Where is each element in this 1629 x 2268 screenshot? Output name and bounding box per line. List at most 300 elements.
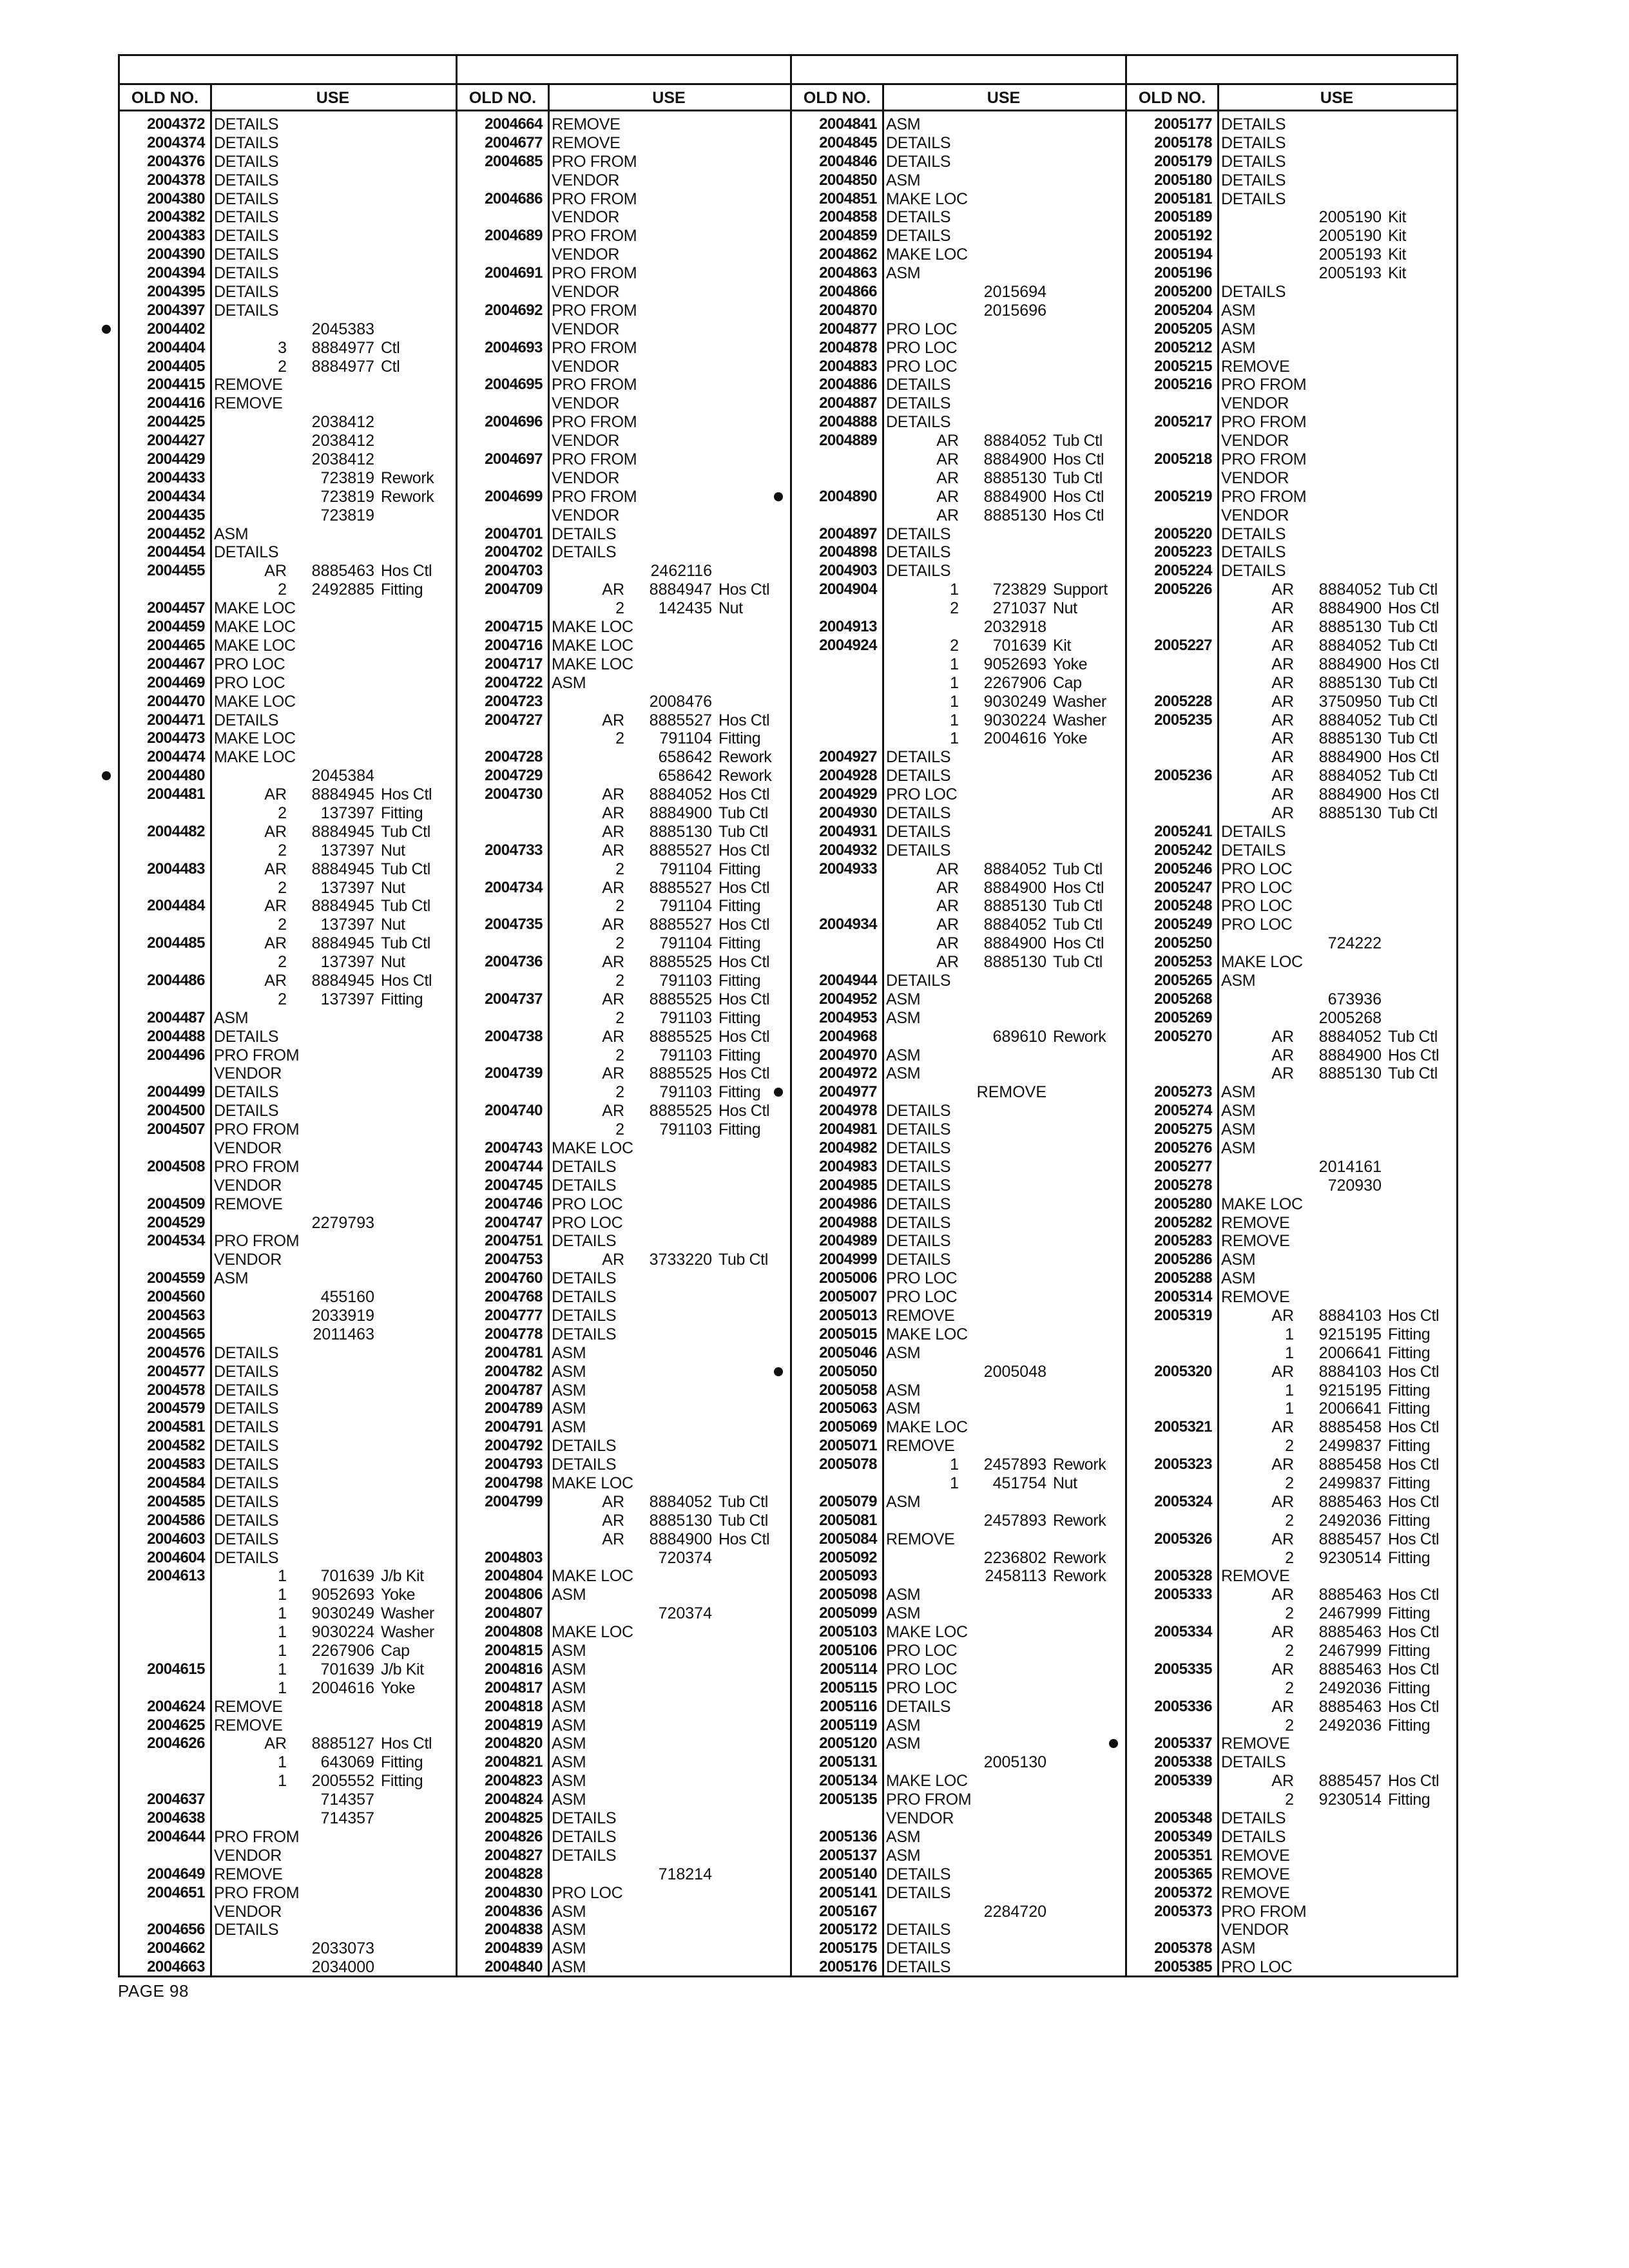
old-number: 2004799 <box>485 1492 543 1510</box>
table-row <box>792 1064 1125 1083</box>
old-number: 2004585 <box>147 1492 205 1510</box>
use-code: PRO FROM <box>1221 487 1307 506</box>
table-row <box>1127 1083 1456 1102</box>
quantity: 2 <box>1285 1511 1294 1530</box>
table-row <box>120 488 456 506</box>
part-description: Hos Ctl <box>1388 1456 1440 1474</box>
quantity: 1 <box>278 1772 287 1791</box>
part-description: Hos Ctl <box>1388 1307 1440 1325</box>
table-row <box>458 1567 790 1586</box>
part-description: Nut <box>718 599 743 618</box>
use-code: VENDOR <box>1221 506 1289 524</box>
use-code: DETAILS <box>214 1343 279 1362</box>
quantity: AR <box>1271 581 1294 599</box>
old-number: 2004787 <box>485 1381 543 1399</box>
use-code: DETAILS <box>886 1251 951 1269</box>
table-row <box>1127 1307 1456 1325</box>
old-number: 2004986 <box>819 1195 877 1213</box>
table-row <box>792 543 1125 562</box>
use-code: DETAILS <box>886 208 951 227</box>
table-row <box>458 785 790 804</box>
part-description: Rework <box>1053 1027 1106 1046</box>
use-code: PRO LOC <box>886 785 958 804</box>
use-code: DETAILS <box>1221 524 1286 543</box>
quantity: 1 <box>950 655 959 673</box>
quantity: AR <box>602 1102 624 1120</box>
use-code: MAKE LOC <box>552 655 633 673</box>
table-row <box>792 1009 1125 1028</box>
table-row <box>792 1530 1125 1549</box>
quantity: AR <box>936 450 959 469</box>
table-row <box>120 1363 456 1381</box>
table-row <box>120 1791 456 1809</box>
table-row <box>1127 1214 1456 1233</box>
new-part-number: 137397 <box>320 990 374 1008</box>
old-number: 2005205 <box>1154 320 1212 338</box>
old-number: 2004803 <box>485 1548 543 1566</box>
old-number: 2005219 <box>1154 487 1212 505</box>
table-row <box>120 1325 456 1344</box>
old-number: 2004677 <box>485 133 543 151</box>
part-description: Hos Ctl <box>718 1064 770 1083</box>
table-row <box>458 1716 790 1735</box>
table-row <box>458 1493 790 1512</box>
old-number: 2004989 <box>819 1232 877 1250</box>
use-code: ASM <box>886 1008 921 1027</box>
old-number: 2005378 <box>1154 1939 1212 1957</box>
table-row <box>120 1903 456 1921</box>
quantity: AR <box>936 934 959 953</box>
old-number: 2004944 <box>819 971 877 989</box>
new-part-number: 2267906 <box>983 673 1046 692</box>
use-header: USE <box>987 89 1021 107</box>
old-number: 2004798 <box>485 1474 543 1492</box>
part-description: Fitting <box>718 1008 761 1027</box>
table-row <box>120 1549 456 1568</box>
old-number: 2004887 <box>819 394 877 412</box>
old-number: 2004481 <box>147 785 205 803</box>
part-description: Rework <box>381 487 434 506</box>
table-row <box>792 469 1125 488</box>
table-row <box>120 1716 456 1735</box>
part-description: Rework <box>718 748 772 767</box>
table-row <box>120 1604 456 1623</box>
old-number: 2005365 <box>1154 1865 1212 1883</box>
old-number: 2004751 <box>485 1232 543 1250</box>
use-code: DETAILS <box>214 1921 279 1939</box>
old-number: 2004781 <box>485 1343 543 1361</box>
new-part-number: 137397 <box>320 841 374 860</box>
part-description: Kit <box>1388 227 1406 245</box>
table-row <box>458 506 790 525</box>
old-number: 2004693 <box>485 338 543 356</box>
use-code: DETAILS <box>552 1809 617 1828</box>
table-row <box>458 1418 790 1437</box>
part-description: Tub Ctl <box>718 1251 768 1269</box>
old-number: 2004586 <box>147 1511 205 1529</box>
old-number: 2005323 <box>1154 1456 1212 1474</box>
quantity: AR <box>264 785 287 804</box>
new-part-number: 791104 <box>659 860 712 878</box>
quantity: AR <box>602 711 624 729</box>
quantity: AR <box>602 953 624 972</box>
table-row <box>458 134 790 153</box>
old-number: 2004806 <box>485 1586 543 1604</box>
quantity: AR <box>602 1492 624 1511</box>
table-row <box>792 450 1125 469</box>
table-row <box>458 1884 790 1903</box>
old-number: 2004615 <box>147 1660 205 1678</box>
table-row <box>458 1269 790 1288</box>
use-code: ASM <box>552 1343 586 1362</box>
use-code: ASM <box>886 1735 921 1753</box>
table-row <box>120 916 456 934</box>
use-code: VENDOR <box>214 1846 282 1865</box>
table-row <box>458 711 790 730</box>
part-description: Fitting <box>718 729 761 748</box>
table-row <box>792 1028 1125 1046</box>
use-code: ASM <box>552 1735 586 1753</box>
old-number: 2005228 <box>1154 692 1212 710</box>
part-description: Fitting <box>381 990 423 1008</box>
table-row <box>1127 1437 1456 1456</box>
table-row <box>120 1586 456 1604</box>
table-row <box>458 190 790 209</box>
new-part-number: 137397 <box>320 953 374 972</box>
table-row <box>1127 1269 1456 1288</box>
table-row <box>792 115 1125 134</box>
old-number: 2004644 <box>147 1827 205 1845</box>
old-number: 2004703 <box>485 562 543 580</box>
old-number: 2004913 <box>819 618 877 636</box>
part-description: Rework <box>1053 1511 1106 1530</box>
old-number: 2005337 <box>1154 1735 1212 1753</box>
part-description: Washer <box>381 1623 434 1642</box>
table-row <box>792 506 1125 525</box>
quantity: AR <box>1271 1772 1294 1791</box>
old-number: 2004728 <box>485 748 543 766</box>
old-number: 2004584 <box>147 1474 205 1492</box>
new-part-number: 2045384 <box>311 767 374 785</box>
quantity: 2 <box>1285 1437 1294 1456</box>
table-row <box>1127 153 1456 171</box>
new-part-number: 8885130 <box>649 1511 712 1530</box>
use-code: PRO LOC <box>886 1288 958 1307</box>
part-description: Kit <box>1388 264 1406 283</box>
old-number: 2004487 <box>147 1008 205 1026</box>
use-code: PRO FROM <box>1221 413 1307 432</box>
table-row <box>1127 1493 1456 1512</box>
quantity: AR <box>1271 1027 1294 1046</box>
use-code: ASM <box>886 990 921 1008</box>
use-code: PRO FROM <box>1221 450 1307 469</box>
quantity: 3 <box>278 338 287 357</box>
table-row <box>458 1307 790 1325</box>
quantity: AR <box>602 878 624 897</box>
table-row <box>458 1679 790 1698</box>
new-part-number: 2492036 <box>1318 1511 1382 1530</box>
old-number: 2005314 <box>1154 1288 1212 1306</box>
table-row <box>458 972 790 990</box>
table-row <box>792 1288 1125 1307</box>
use-code: REMOVE <box>214 1716 283 1735</box>
table-row <box>1127 1660 1456 1679</box>
new-part-number: 8884900 <box>1318 599 1382 618</box>
use-code: ASM <box>552 1642 586 1660</box>
old-number: 2004970 <box>819 1046 877 1064</box>
old-number: 2004999 <box>819 1251 877 1269</box>
table-row <box>120 823 456 841</box>
new-part-number: 2005190 <box>1318 227 1382 245</box>
part-description: Cap <box>1053 673 1082 692</box>
old-number: 2004851 <box>819 189 877 207</box>
use-code: REMOVE <box>552 133 621 152</box>
old-number: 2004509 <box>147 1195 205 1213</box>
table-row <box>458 1251 790 1269</box>
table-row <box>458 1865 790 1884</box>
old-number: 2004484 <box>147 897 205 915</box>
old-number: 2004577 <box>147 1362 205 1380</box>
new-part-number: 8884103 <box>1318 1307 1382 1325</box>
table-row <box>1127 432 1456 450</box>
part-description: Fitting <box>1388 1474 1431 1493</box>
table-row <box>458 1847 790 1865</box>
old-number: 2005180 <box>1154 171 1212 189</box>
table-row <box>792 1177 1125 1195</box>
new-part-number: REMOVE <box>976 1083 1046 1102</box>
table-row <box>458 208 790 227</box>
quantity: AR <box>1271 1307 1294 1325</box>
new-part-number: 2457893 <box>983 1456 1046 1474</box>
part-description: Tub Ctl <box>1053 897 1103 916</box>
table-row <box>1127 655 1456 674</box>
table-row <box>458 1083 790 1102</box>
table-row <box>120 1735 456 1753</box>
part-description: Hos Ctl <box>1388 785 1440 804</box>
new-part-number: 455160 <box>320 1288 374 1307</box>
old-number: 2005013 <box>819 1307 877 1324</box>
table-row <box>120 1083 456 1102</box>
table-row <box>120 1828 456 1847</box>
new-part-number: 2034000 <box>311 1958 374 1977</box>
part-description: Fitting <box>1388 1791 1431 1809</box>
old-number: 2004727 <box>485 711 543 729</box>
table-row <box>458 413 790 432</box>
old-number: 2005116 <box>820 1697 877 1715</box>
quantity: AR <box>602 990 624 1008</box>
use-code: DETAILS <box>214 115 279 133</box>
table-row <box>1127 748 1456 767</box>
new-part-number: 8885527 <box>649 841 712 860</box>
table-row <box>458 1399 790 1418</box>
old-number: 2005250 <box>1154 934 1212 952</box>
old-no-header: OLD NO. <box>120 85 212 110</box>
use-code: ASM <box>214 524 249 543</box>
new-part-number: 791104 <box>659 729 712 748</box>
column-rows <box>458 115 790 1977</box>
new-part-number: 8884900 <box>983 878 1046 897</box>
new-part-number: 2008476 <box>649 692 712 711</box>
new-part-number: 8884977 <box>311 357 374 376</box>
old-number: 2005140 <box>819 1865 877 1883</box>
new-part-number: 9052693 <box>983 655 1046 673</box>
use-header: USE <box>316 89 350 107</box>
use-code: DETAILS <box>886 394 951 413</box>
old-number: 2005200 <box>1154 283 1212 301</box>
quantity: AR <box>264 562 287 581</box>
use-code: DETAILS <box>552 1827 617 1846</box>
old-number: 2004888 <box>819 413 877 431</box>
table-row <box>792 785 1125 804</box>
old-number: 2005192 <box>1154 227 1212 245</box>
table-row <box>792 1679 1125 1698</box>
use-code: DETAILS <box>886 1102 951 1120</box>
old-number: 2004930 <box>819 803 877 822</box>
use-code: DETAILS <box>886 767 951 785</box>
table-row <box>458 488 790 506</box>
table-row <box>792 1847 1125 1865</box>
use-code: DETAILS <box>214 301 279 320</box>
old-number: 2004740 <box>485 1102 543 1120</box>
quantity: AR <box>602 916 624 934</box>
use-code: ASM <box>1221 1139 1256 1157</box>
table-row <box>458 1753 790 1772</box>
table-row <box>792 1735 1125 1753</box>
table-row <box>120 1102 456 1120</box>
quantity: AR <box>264 934 287 953</box>
old-number: 2004455 <box>147 562 205 580</box>
new-part-number: 791104 <box>659 934 712 953</box>
table-row <box>1127 394 1456 413</box>
table-row <box>792 1418 1125 1437</box>
old-number: 2005007 <box>819 1288 877 1306</box>
table-row <box>1127 1288 1456 1307</box>
quantity: AR <box>602 1530 624 1548</box>
new-part-number: 791103 <box>659 971 712 990</box>
new-part-number: 8884977 <box>311 338 374 357</box>
old-number: 2004745 <box>485 1176 543 1194</box>
new-part-number: 720374 <box>658 1548 712 1567</box>
use-code: MAKE LOC <box>214 636 296 655</box>
table-row <box>792 655 1125 674</box>
use-code: ASM <box>552 1716 586 1735</box>
table-row <box>458 1586 790 1604</box>
new-part-number: 2015696 <box>983 301 1046 320</box>
use-code: REMOVE <box>214 1697 283 1716</box>
part-description: Yoke <box>381 1586 416 1604</box>
new-part-number: 8885463 <box>1318 1623 1382 1642</box>
old-number: 2004691 <box>485 264 543 282</box>
part-description: Kit <box>1388 245 1406 264</box>
table-row <box>120 767 456 785</box>
quantity: AR <box>936 468 959 487</box>
new-part-number: 142435 <box>658 599 712 618</box>
table-row <box>792 916 1125 934</box>
new-part-number: 2284720 <box>983 1902 1046 1921</box>
quantity: 2 <box>615 1120 624 1139</box>
use-code: ASM <box>552 1586 586 1604</box>
use-code: DETAILS <box>886 152 951 171</box>
table-row <box>1127 245 1456 264</box>
old-number: 2004483 <box>147 860 205 878</box>
use-code: PRO FROM <box>552 301 637 320</box>
quantity: 1 <box>1285 1343 1294 1362</box>
use-code: DETAILS <box>552 1288 617 1307</box>
table-row <box>792 264 1125 283</box>
use-code: DETAILS <box>214 1530 279 1548</box>
new-part-number: 2458113 <box>985 1567 1046 1586</box>
table-row <box>1127 358 1456 376</box>
new-part-number: 8884052 <box>649 785 712 804</box>
table-row <box>1127 376 1456 394</box>
quantity: 1 <box>278 1586 287 1604</box>
old-number: 2004696 <box>485 413 543 431</box>
old-number: 2005270 <box>1154 1027 1212 1045</box>
table-row <box>792 1344 1125 1363</box>
old-number: 2004649 <box>147 1865 205 1883</box>
new-part-number: 8885525 <box>649 1064 712 1083</box>
old-number: 2005278 <box>1154 1176 1212 1194</box>
use-code: ASM <box>1221 1269 1256 1288</box>
table-row <box>458 841 790 860</box>
use-code: DETAILS <box>214 1548 279 1567</box>
new-part-number: 2038412 <box>311 450 374 469</box>
table-row <box>120 208 456 227</box>
use-code: ASM <box>552 1381 586 1399</box>
table-row <box>1127 1716 1456 1735</box>
table-row <box>792 711 1125 730</box>
quantity: AR <box>1271 1492 1294 1511</box>
part-description: Washer <box>1053 692 1106 711</box>
use-code: DETAILS <box>214 1456 279 1474</box>
use-code: ASM <box>886 1343 921 1362</box>
quantity: 1 <box>950 692 959 711</box>
old-number: 2004734 <box>485 878 543 896</box>
old-number: 2005248 <box>1154 897 1212 915</box>
part-description: Tub Ctl <box>1388 767 1438 785</box>
table-row <box>1127 1921 1456 1939</box>
old-number: 2004402 <box>147 320 205 338</box>
old-number: 2004846 <box>819 152 877 170</box>
old-number: 2004474 <box>147 748 205 766</box>
old-number: 2004397 <box>147 301 205 319</box>
old-number: 2005177 <box>1154 115 1212 133</box>
new-part-number: 8884945 <box>311 971 374 990</box>
old-number: 2004613 <box>147 1567 205 1585</box>
use-code: REMOVE <box>214 1865 283 1883</box>
use-code: DETAILS <box>886 562 951 581</box>
quantity: 1 <box>950 1456 959 1474</box>
quantity: 1 <box>950 711 959 729</box>
table-row <box>458 432 790 450</box>
table-row <box>792 302 1125 320</box>
table-row <box>120 190 456 209</box>
new-part-number: 8884945 <box>311 934 374 953</box>
part-description: Hos Ctl <box>1388 748 1440 767</box>
part-description: Fitting <box>1388 1437 1431 1456</box>
old-number: 2004841 <box>819 115 877 133</box>
table-row <box>1127 450 1456 469</box>
quantity: AR <box>1271 655 1294 673</box>
table-row <box>458 1921 790 1939</box>
table-row <box>792 283 1125 302</box>
use-code: MAKE LOC <box>886 1623 968 1642</box>
table-row <box>1127 506 1456 525</box>
use-code: ASM <box>886 171 921 189</box>
use-code: REMOVE <box>1221 1567 1290 1586</box>
table-row <box>792 599 1125 618</box>
quantity: 2 <box>615 860 624 878</box>
